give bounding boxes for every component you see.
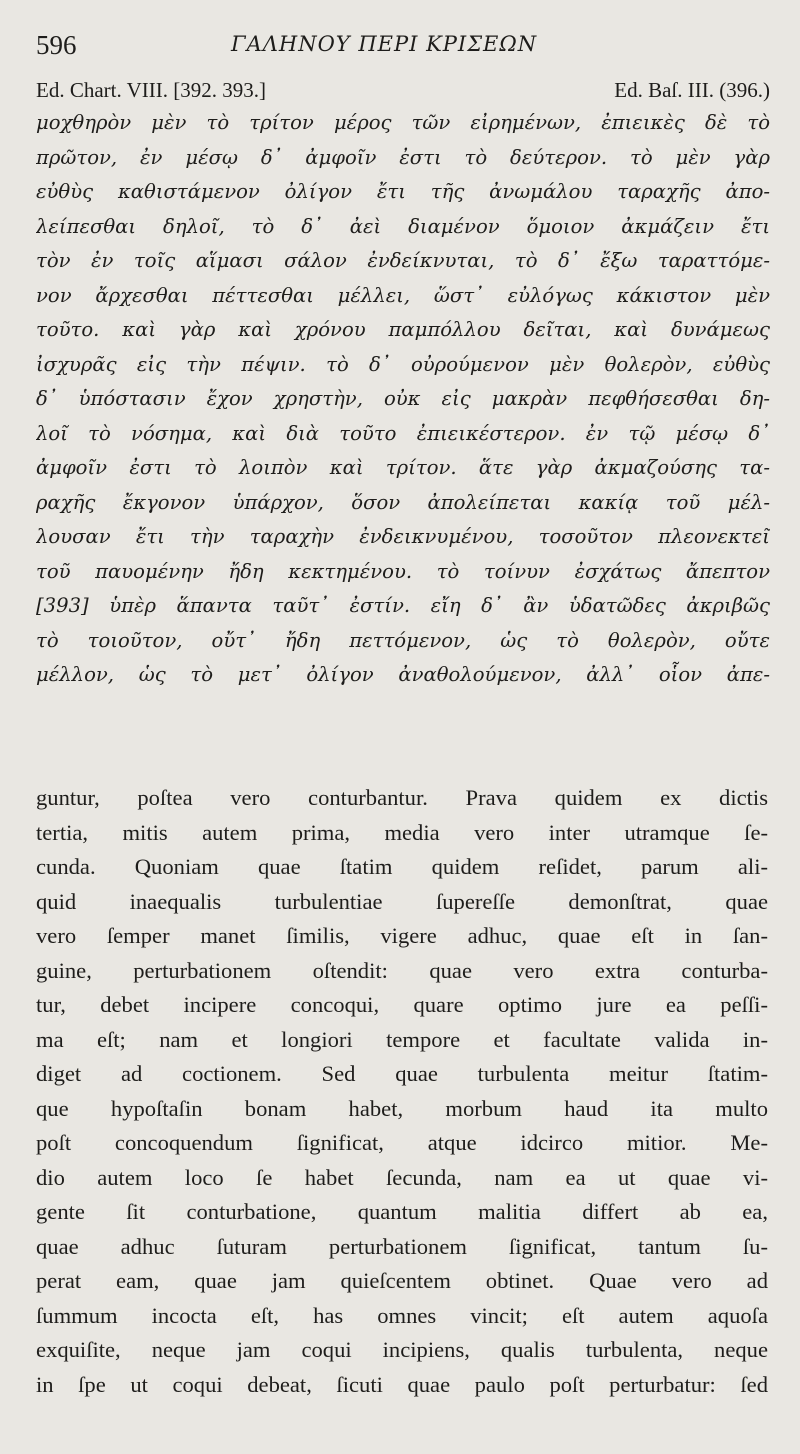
latin-line: que hypoſtaſin bonam habet, morbum haud ita multo bbox=[36, 1095, 768, 1121]
greek-line: [393] ὑπὲρ ἅπαντα ταῦτ᾽ ἐστίν. εἴη δ᾽ ἂν ὑδατῶδες ἀκριβῶς bbox=[36, 594, 770, 617]
greek-line: ἀμφοῖν ἐστι τὸ λοιπὸν καὶ τρίτον. ἅτε γὰρ ἀκμαζούσης τα- bbox=[36, 456, 770, 479]
greek-line: λείπεσθαι δηλοῖ, τὸ δ᾽ ἀεὶ διαμένον ὅμοιον ἀκμάζειν ἔτι bbox=[36, 214, 770, 238]
latin-line: diget ad coctionem. Sed quae turbulenta meitur ſtatim- bbox=[36, 1061, 768, 1086]
latin-line: tertia, mitis autem prima, media vero inter utramque ſe- bbox=[36, 819, 768, 845]
greek-line: νον ἄρχεσθαι πέττεσθαι μέλλει, ὥστ᾽ εὐλόγως κάκιστον μὲν bbox=[36, 283, 770, 307]
greek-line: ραχῆς ἔκγονον ὑπάρχον, ὅσον ἀπολείπεται κακίᾳ τοῦ μέλ- bbox=[36, 490, 770, 514]
latin-line: quae adhuc ſuturam perturbationem ſignificat, tantum ſu- bbox=[36, 1233, 768, 1259]
latin-line: gente ſit conturbatione, quantum malitia differt ab ea, bbox=[36, 1199, 768, 1224]
latin-line: perat eam, quae jam quieſcentem obtinet. Quae vero ad bbox=[36, 1268, 768, 1293]
greek-line: τὸ τοιοῦτον, οὔτ᾽ ἤδη πεττόμενον, ὡς τὸ θολερὸν, οὔτε bbox=[36, 628, 770, 652]
greek-line: τοῦτο. καὶ γὰρ καὶ χρόνου παμπόλλου δεῖται, καὶ δυνάμεως bbox=[36, 318, 770, 341]
latin-line: guntur, poſtea vero conturbantur. Prava quidem ex dictis bbox=[36, 785, 768, 810]
latin-line: vero ſemper manet ſimilis, vigere adhuc, quae eſt in ſan- bbox=[36, 923, 768, 948]
latin-line: ſummum incocta eſt, has omnes vincit; eſt autem aquoſa bbox=[36, 1302, 768, 1328]
greek-line: λουσαν ἔτι τὴν ταραχὴν ἐνδεικνυμένου, τοσοῦτον πλεονεκτεῖ bbox=[36, 525, 770, 548]
page-number: 596 bbox=[36, 30, 77, 60]
greek-line: εὐθὺς καθιστάμενον ὀλίγον ἔτι τῆς ἀνωμάλου ταραχῆς ἀπο- bbox=[36, 180, 770, 203]
latin-line: guine, perturbationem oſtendit: quae vero extra conturba- bbox=[36, 957, 768, 983]
latin-line: exquiſite, neque jam coqui incipiens, qualis turbulenta, neque bbox=[36, 1337, 768, 1362]
edition-basel: Ed. Baſ. III. (396.) bbox=[614, 78, 770, 102]
latin-line: dio autem loco ſe habet ſecunda, nam ea ut quae vi- bbox=[36, 1164, 768, 1190]
greek-line: πρῶτον, ἐν μέσῳ δ᾽ ἀμφοῖν ἐστι τὸ δεύτερον. τὸ μὲν γὰρ bbox=[36, 145, 770, 169]
latin-line: cunda. Quoniam quae ſtatim quidem reſidet, parum ali- bbox=[36, 854, 768, 879]
greek-line: μέλλον, ὡς τὸ μετ᾽ ὀλίγον ἀναθολούμενον, ἀλλ᾽ οἷον ἀπε- bbox=[36, 663, 770, 686]
greek-line: δ᾽ ὑπόστασιν ἔχον χρηστὴν, οὐκ εἰς μακρὰν πεφθήσεσθαι δη- bbox=[36, 387, 770, 410]
page-header bbox=[36, 30, 771, 64]
edition-chartier: Ed. Chart. VIII. [392. 393.] bbox=[36, 78, 266, 102]
greek-line: μοχθηρὸν μὲν τὸ τρίτον μέρος τῶν εἰρημένων, ἐπιεικὲς δὲ τὸ bbox=[36, 111, 770, 134]
greek-line: λοῖ τὸ νόσημα, καὶ διὰ τοῦτο ἐπιεικέστερον. ἐν τῷ μέσῳ δ᾽ bbox=[36, 421, 770, 445]
latin-line: poſt concoquendum ſignificat, atque idcirco mitior. Me- bbox=[36, 1130, 768, 1155]
latin-text-block bbox=[36, 781, 768, 1402]
greek-line: τὸν ἐν τοῖς αἵμασι σάλον ἐνδείκνυται, τὸ δ᾽ ἔξω ταραττόμε- bbox=[36, 249, 770, 272]
latin-line: in ſpe ut coqui debeat, ſicuti quae paulo poſt perturbatur: ſed bbox=[36, 1371, 768, 1397]
greek-text-block bbox=[36, 106, 770, 693]
latin-line: tur, debet incipere concoqui, quare optimo jure ea peſſi- bbox=[36, 992, 768, 1017]
latin-line: ma eſt; nam et longiori tempore et facultate valida in- bbox=[36, 1026, 768, 1052]
running-title: ΓΑΛΗΝΟΥ ΠΕΡΙ ΚΡΙΣΕΩΝ bbox=[231, 32, 538, 56]
edition-references bbox=[36, 78, 770, 106]
greek-line: ἰσχυρᾶς εἰς τὴν πέψιν. τὸ δ᾽ οὐρούμενον μὲν θολερὸν, εὐθὺς bbox=[36, 352, 770, 376]
greek-line: τοῦ παυομένην ἤδη κεκτημένου. τὸ τοίνυν ἐσχάτως ἄπεπτον bbox=[36, 559, 770, 583]
latin-line: quid inaequalis turbulentiae ſupereſſe demonſtrat, quae bbox=[36, 888, 768, 914]
